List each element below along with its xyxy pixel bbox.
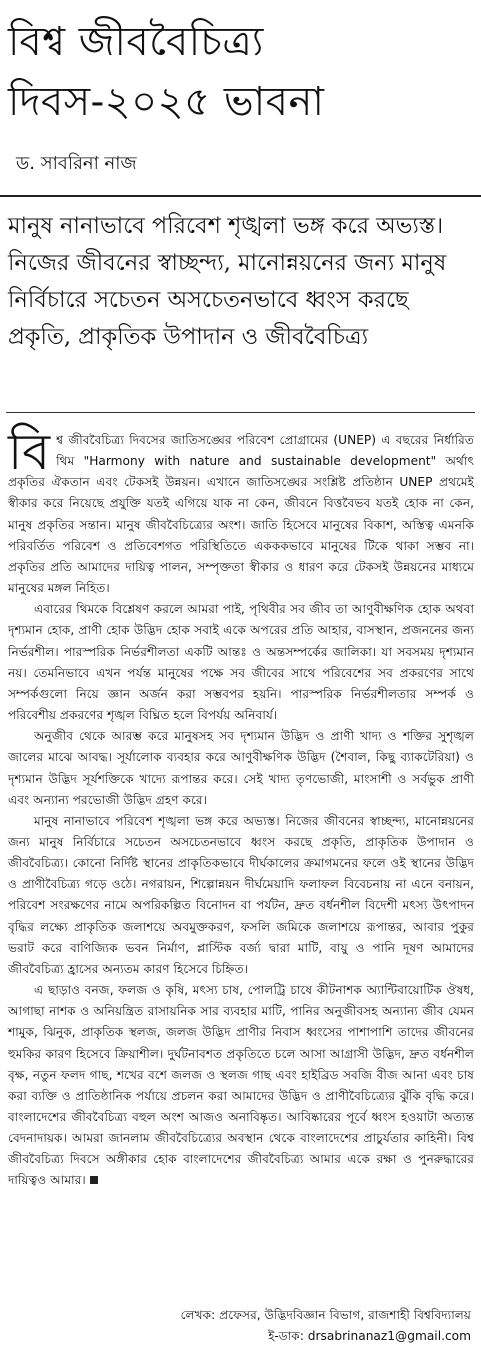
writer-credit: লেখক: প্রফেসর, উদ্ভিদবিজ্ঞান বিভাগ, রাজশাহী বিশ্ববিদ্যালয় bbox=[180, 1308, 471, 1322]
paragraph-5 bbox=[8, 980, 474, 1192]
footer-credit bbox=[181, 1305, 471, 1347]
title-line-1: বিশ্ব জীববৈচিত্র্য bbox=[8, 19, 264, 65]
paragraph-2: এবারের থিমকে বিশ্লেষণ করলে আমরা পাই, পৃথিবীর সব জীব তা আণুবীক্ষণিক হোক অথবা দৃশ্যমান হোক, প্রাণী হোক উদ্ভিদ হোক সবাই একে অপরের প্রতি আহার, বাসস্থান, প্রজননের জন্য নির্ভরশীল। পারস্পরিক নির্ভরশীলতা একটি আন্তঃ ও অন্তসম্পর্কের জালিকা। যা সবসময় দৃশ্যমান নয়। তেমনিভাবে এখন পর্যন্ত মানুষের পক্ষে সব জীবের সাথে পরিবেশের সব প্রকরণের সাথে সম্পর্কগুলো নিয়ে জ্ঞান অর্জন করা সম্ভবপর হয়নি। পারস্পরিক নির্ভরশীলতার সম্পর্ক ও পরিবেশীয় প্রকরণের শৃঙ্খল বিঘ্নিত হলে বিপর্যয় অনিবার্য। bbox=[8, 602, 474, 723]
divider-bottom bbox=[6, 412, 475, 413]
pull-quote: মানুষ নানাভাবে পরিবেশ শৃঙ্খলা ভঙ্গ করে অভ্যস্ত। নিজের জীবনের স্বাচ্ছন্দ্য, মানোন্নয়নের জন্য মানুষ নির্বিচারে সচেতন অসচেতনভাবে ধ্বংস করছে প্রকৃতি, প্রাকৃতিক উপাদান ও জীববৈচিত্র্য bbox=[8, 213, 447, 350]
drop-cap: বি bbox=[8, 423, 51, 481]
email-credit: ই-ডাক: drsabrinanaz1@gmail.com bbox=[268, 1329, 471, 1343]
paragraph-3: অনুজীব থেকে আরম্ভ করে মানুষসহ সব দৃশ্যমান উদ্ভিদ ও প্রাণী খাদ্য ও শক্তির সুশৃঙ্খল জালের মাঝে আবদ্ধ। সূর্যালোক ব্যবহার করে আণুবীক্ষণিক উদ্ভিদ (শৈবাল, কিছু ব্যাকটেরিয়া) ও দৃশ্যমান উদ্ভিদ সূর্যশক্তিকে খাদ্যে রূপান্তর করে। সেই খাদ্য তৃণভোজী, মাংসাশী ও সর্বভুক প্রাণী এবং অন্যান্য পরভোজী উদ্ভিদ গ্রহণ করে। bbox=[8, 729, 474, 807]
paragraph-1-text: শ্ব জীববৈচিত্র্য দিবসের জাতিসঙ্ঘের পরিবেশ প্রোগ্রামের (UNEP) এ বছরের নির্ধারিত থিম "Harmony with nature and sustainable development" অর্থাৎ প্রকৃতির ঐকতান এবং টেকসই উন্নয়ন। এখানে জাতিসঙ্ঘের সংশ্লিষ্ট প্রতিষ্ঠান UNEP প্রথমেই স্বীকার করে নিয়েছে প্রযুক্তি যতই এগিয়ে যাক না কেন, জীবনে বিত্তবৈভব যতই হোক না কেন, মানুষ প্রকৃতির সন্তান। মানুষ জীববৈচিত্র্যের অংশ। জাতি হিসেবে মানুষের বিকাশ, অস্তিত্ব এমনকি পরিবর্তিত পরিবেশ ও প্রতিবেশগত পরিস্থিতিতে একককভাবে মানুষের টিকে থাকা সম্ভব না। প্রকৃতির প্রতি আমাদের দায়িত্ব পালন, সম্পৃক্ততা স্বীকার ও ধারণ করে টেকসই উন্নয়নের মাধ্যমে মানুষের মঙ্গল নিহিত। bbox=[8, 433, 474, 596]
paragraph-4: মানুষ নানাভাবে পরিবেশ শৃঙ্খলা ভঙ্গ করে অভ্যস্ত। নিজের জীবনের স্বাচ্ছন্দ্য, মানোন্নয়নের জন্য মানুষ নির্বিচারে সচেতন অসচেতনভাবে ধ্বংস করছে প্রকৃতি, প্রাকৃতিক উপাদান ও জীববৈচিত্র্য। কোনো নির্দিষ্ট স্থানের প্রাকৃতিকভাবে দীর্ঘকালের ক্রমাগমনের ফলে ওই স্থানের উদ্ভিদ ও প্রাণীবৈচিত্র্য গড়ে ওঠে। নগরায়ন, শিল্পোন্নয়ন দীর্ঘমেয়াদি ফলাফল বিবেচনায় না এনে বনায়ন, পরিবেশ সংরক্ষণের নামে অপরিকল্পিত বিনোদন বা পর্যটন, দ্রুত বর্ধনশীল বিদেশী মৎস্য উৎপাদন বৃদ্ধির লক্ষ্যে প্রাকৃতিক জলাশয়ে অবমুক্তকরণ, ফসলি জমিকে জলাশয়ে রূপান্তর, আবার পুকুর ভরাট করে বাণিজ্যিক ভবন নির্মাণ, প্লাস্টিক বর্জ্য দ্বারা মাটি, বায়ু ও পানি দূষণ আমাদের জীববৈচিত্র্য হ্রাসের অন্যতম কারণ হিসেবে চিহ্নিত। bbox=[8, 813, 474, 976]
article-title bbox=[8, 12, 474, 132]
paragraph-1 bbox=[8, 423, 474, 599]
author-byline: ড. সাবরিনা নাজ bbox=[16, 153, 137, 174]
paragraph-5-text: এ ছাড়াও বনজ, ফলজ ও কৃষি, মৎস্য চাষ, পোলট্রি চাষে কীটনাশক অ্যান্টিবায়োটিক ঔষধ, আগাছা নাশক ও অনিয়ন্ত্রিত রাসায়নিক সার ব্যবহার মাটি, পানির অনুজীবসহ অন্যান্য জীব যেমন শামুক, ঝিনুক, প্রাকৃতিক স্থলজ, জলজ উদ্ভিদ প্রাণীর নিবাস ধ্বংসের পাশাপাশি তাদের জীবনের হুমকির কারণ হিসেবে ক্রিয়াশীল। দুর্ঘটনাবশত প্রকৃতিতে চলে আসা আগ্রাসী উদ্ভিদ, দ্রুত বর্ধনশীল বৃক্ষ, নতুন ফলদ গাছ, শখের বশে জলজ ও স্থলজ গাছ এবং হাইব্রিড সবজি বীজ আনা এবং চাষ করা ব্যক্তি ও প্রাতিষ্ঠানিক পর্যায়ে প্রচলন করা আমাদের উদ্ভিদ ও প্রাণীবৈচিত্র্যের ঝুঁকি বৃদ্ধি করে। বাংলাদেশের জীববৈচিত্র্য বহুল অংশ আজও অনাবিষ্কৃত। আবিষ্কারের পূর্বে ধ্বংস হওয়াটা অত্যন্ত বেদনাদায়ক। আমরা জানলাম জীববৈচিত্র্যের অবস্থান থেকে বাংলাদেশের প্রাচুর্যতার কাহিনী। বিশ্ব জীববৈচিত্র্য দিবসে অঙ্গীকার হোক বাংলাদেশের জীববৈচিত্র্য আমার একে রক্ষা ও পুনরুদ্ধারের দায়িত্বও আমার। bbox=[8, 983, 474, 1188]
divider-top bbox=[0, 195, 481, 197]
title-line-2: দিবস-২০২৫ ভাবনা bbox=[8, 79, 325, 125]
article-body bbox=[8, 423, 474, 1192]
end-square-icon bbox=[90, 1176, 98, 1184]
